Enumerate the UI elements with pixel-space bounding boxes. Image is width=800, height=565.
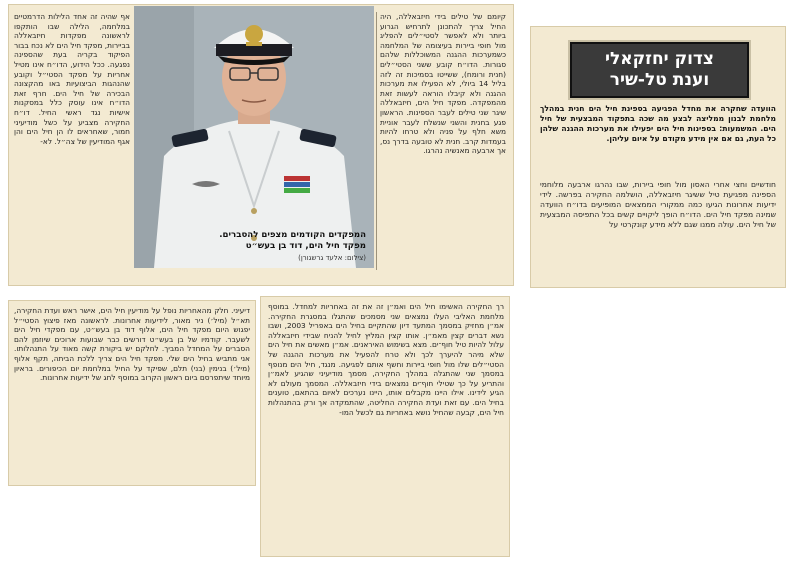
photo-caption-line-2: מפקד חיל הים, דוד בן בעש״ט	[245, 241, 366, 251]
column-divider	[376, 12, 377, 270]
intro-body	[540, 180, 776, 280]
headline-box	[570, 42, 749, 98]
photo-caption-line-1: המפקדים הקודמים מצפים להסברים.	[219, 230, 366, 240]
headline-line-1: צדוק יחזקאלי	[604, 49, 715, 69]
article-column-3-text: רך החקירה האשימו חיל הים ואמ״ן זה את זה באחריות למחדל. במוסף מלחמת האליבי העלו נמצאים שני מסמכים שהתגלו במסגרת החקירה. אמ״ן מחזיק במסמך המתעד דיון שהתקיים בחיל הים באפריל 2003, ושבו נשא דברים קצין מאמ״ן. אותו קצין המליץ לחיל להניח שבידי חיזבאללה עלול להיות טיל חוף־ים. מצא בשימוש האיראנים. אמ״ן מאשים את חיל הים שלא מיהר להיערך לכך ולא טרח להפעיל את מערכות ההגנה של הסטי״לים שלו מול חופי ביירות וחשף אותם לפגיעה. מנגד, חיל הים מנופף במסמך שני שהתגלה במהלך החקירה, מסמך מודיעיני שהגיע לאמ״ן והתריע על כך שטילי חוף־ים נמצאים בידי חיזבאללה. המסמך מעולם לא הגיע לידינו. אילו היינו מקבלים אותו, היינו נערכים לאיום בהתאם, טוענים בחיל הים. עם זאת ועדת החקירה החליטה, שהתמקדה אך ורק בהתנהלות חיל הים, קבעה שהחיל נושא באחריות גם לכשל המו-	[268, 302, 504, 417]
lead-text: הוועדה שחקרה את מחדל הפגיעה בספינת חיל הים חנית במהלך מלחמת לבנון ממליצה לבצע מה שכה בתפקוד המבצעית של חיל הים. המשמעות: בספינות חיל הים יפעילו את מערכות ההגנה שלהן כל העת, גם אם אין מידע מקודם על איום עליהן.	[540, 104, 776, 143]
headline-line-2: וענת טל-שיר	[609, 70, 710, 90]
article-column-2-text: אף שהיה זה אחד הלילות הדרמטיים במלחמה, הלילה שבו הותקפו לראשונה מפקדות חיזבאללה בביירות, מפקד חיל הים לא נכח בבור הפיקוד בקריה בעת שהספינה נפגעה. ככל הידוע, הדו״ח אינו מטיל אחריות על מפקד הסטי״ל וקובע שהנהגות הביצועיות באו מהקצונה הבכירה של חיל הים. חרף זאת הדו״ח אינו עוסק כלל במסקנות אישיות נגד ראשי החיל. דו״ח החקירה מצביע על כשל מודיעיני חמור, שאחראים לו הן חיל הים והן אגף המודיעין של צה״ל. לא-	[14, 12, 130, 146]
photo-caption	[134, 230, 374, 252]
article-column-4-text: דיעיני. חלק מהאחריות נופל על מודיעין חיל הים, אישר ראש ועדת החקירה, תא״ל (מיל׳) ניר מאור, לידיעות אחרונות. לראשונה מאז פיצוץ הסטי״ל יפגוש היום מפקד חיל הים, אלוף דוד בן בעש״ט, עם מפקדי חיל הים לשעבר. קודמיו של בן בעש״ט דורשים כבר שבועות ארוכים שיוזמן להם הסברים על המחדל המביך. לחלקם יש ביקורת קשה מאוד על התנהלותו. אני מתביש בחיל הים שלי. מפקד חיל הים צריך ללכת הביתה, תקף אלוף (מיל׳) בנימין (בני) תלם, שפיקד על החיל במלחמת יום הכיפורים. בראיון מיוחד שיתפרסם ביום ראשון הקרוב במוסף לחג של ידיעות אחרונות.	[14, 306, 250, 383]
article-column-4	[14, 306, 250, 482]
commander-photo	[134, 6, 374, 268]
intro-body-text: חודשיים וחצי אחרי האסון מול חופי ביירות, שבו נהרגו ארבעה מלוחמי הספינה מפגיעת טיל ששיגר חיזבאללה, הושלמה החקירה בפרשה. לידי ידיעות אחרונות הגיעו כמה ממקורי הממצאים המופיעים בדו״ח הוועדה שמינה מפקד חיל הים. הדו״ח הופך ליקויים קשים בכל התפיסה המבצעית של חיל הים. עולה ממנו שגם ללא מידע קונקרטי על	[540, 180, 776, 229]
lead-paragraph	[540, 104, 776, 176]
article-column-1	[380, 12, 506, 272]
photo-credit: (צילום: אלעד גרשגורן)	[298, 254, 366, 262]
officer-portrait-image	[134, 6, 374, 268]
article-column-2	[14, 12, 130, 274]
article-column-1-text: קיומם של טילים בידי חיזבאללה, היה החיל צריך להתכונן לתרחיש הגרוע ביותר ולא לאפשר לסטי״לים להפליג מול חופי ביירות בעיצומה של המלחמה כשמערכות ההגנה המשוכללות שלהם סגורות. הדו״ח קובע ששני הסטי״לים (חנית ורומח), ששייטו בסמיכות זה לזה בליל 14 ביולי, לא הפעילו את מערכות ההגנה ולא קיבלו הוראה לעשות זאת מהמפקדה. מפקד חיל הים, חיזבאללה שיגר שני טילים לעבר הספינות. הראשון פגע בחנית והשני שנשלח לעבר אוניית משא חלף על פניה ולא טרחו להיות בעמדות קרב. חנית לא טובעה בדרך נס, אך ארבעה מאנשיה נהרגו.	[380, 12, 506, 156]
article-column-3	[268, 302, 504, 552]
